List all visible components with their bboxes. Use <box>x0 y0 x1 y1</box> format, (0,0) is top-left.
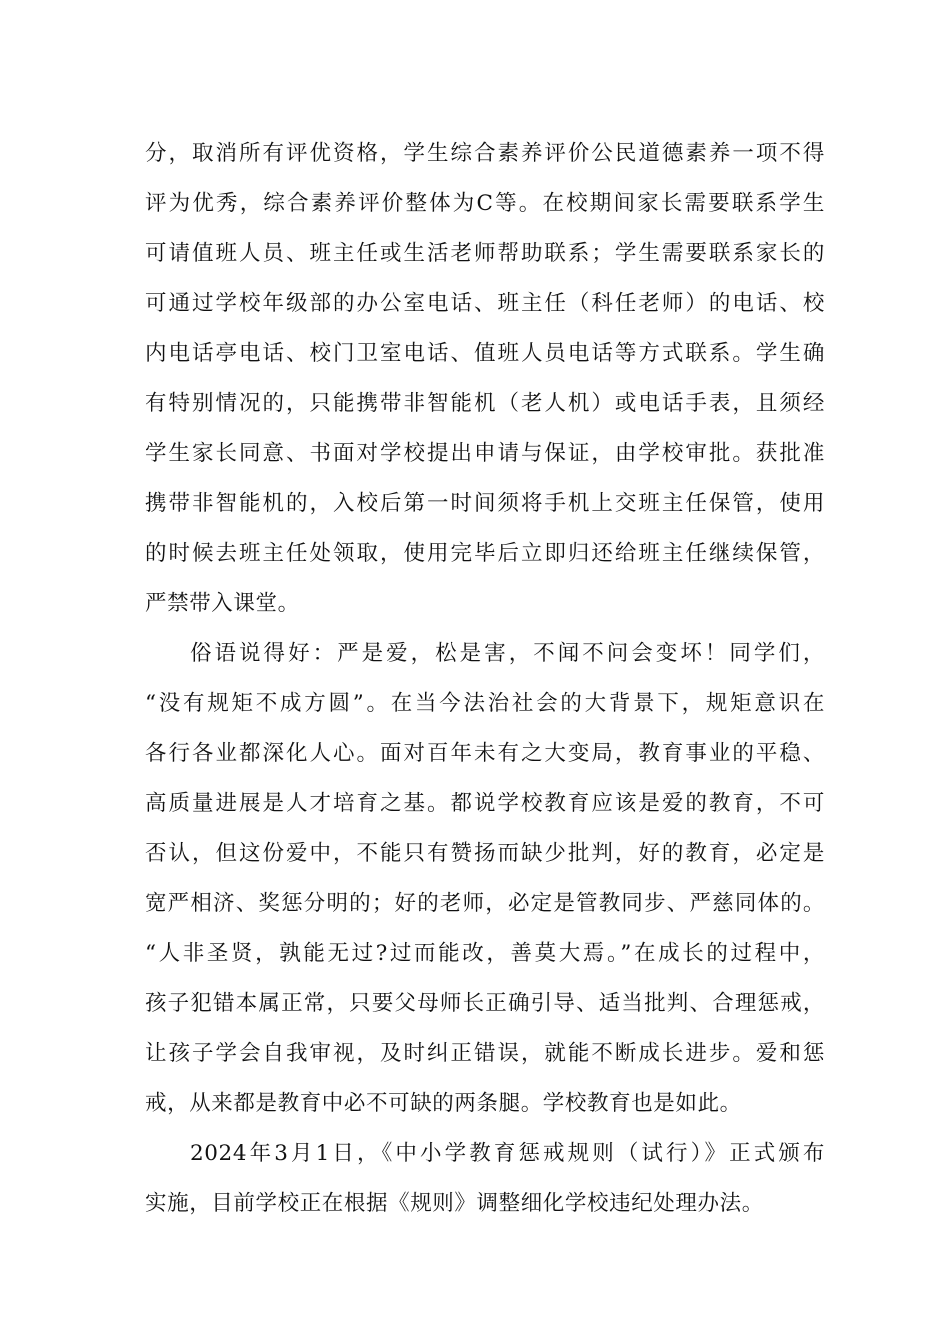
paragraph-1-line-1: 分，取消所有评优资格，学生综合素养评价公民道德素养一项不得 <box>145 141 825 166</box>
paragraph-2-line-3: 各行各业都深化人心。面对百年未有之大变局，教育事业的平稳、 <box>145 741 825 766</box>
paragraph-1-line-10: 严禁带入课堂。 <box>145 591 300 616</box>
paragraph-1-line-6: 有特别情况的，只能携带非智能机（老人机）或电话手表，且须经 <box>145 391 825 416</box>
paragraph-2-line-6: 宽严相济、奖惩分明的；好的老师，必定是管教同步、严慈同体的。 <box>145 891 825 916</box>
paragraph-2-line-5: 否认，但这份爱中，不能只有赞扬而缺少批判，好的教育，必定是 <box>145 841 825 866</box>
paragraph-1-line-9: 的时候去班主任处领取，使用完毕后立即归还给班主任继续保管， <box>145 541 825 566</box>
paragraph-1-line-2: 评为优秀，综合素养评价整体为C等。在校期间家长需要联系学生 <box>145 191 825 216</box>
paragraph-1-line-4: 可通过学校年级部的办公室电话、班主任（科任老师）的电话、校 <box>145 291 825 316</box>
paragraph-1-line-7: 学生家长同意、书面对学校提出申请与保证，由学校审批。获批准 <box>145 441 825 466</box>
paragraph-2-line-1: 俗语说得好：严是爱，松是害，不闻不问会变坏！同学们， <box>190 641 825 666</box>
paragraph-2-line-10: 戒，从来都是教育中必不可缺的两条腿。学校教育也是如此。 <box>145 1091 742 1116</box>
paragraph-2-line-8: 孩子犯错本属正常，只要父母师长正确引导、适当批判、合理惩戒， <box>145 991 825 1016</box>
paragraph-1-line-8: 携带非智能机的，入校后第一时间须将手机上交班主任保管，使用 <box>145 491 825 516</box>
paragraph-1-line-3: 可请值班人员、班主任或生活老师帮助联系；学生需要联系家长的 <box>145 241 825 266</box>
paragraph-2-line-4: 高质量进展是人才培育之基。都说学校教育应该是爱的教育，不可 <box>145 791 825 816</box>
paragraph-2-line-9: 让孩子学会自我审视，及时纠正错误，就能不断成长进步。爱和惩 <box>145 1041 825 1066</box>
paragraph-2-line-7: “人非圣贤，孰能无过?过而能改，善莫大焉。”在成长的过程中， <box>145 941 825 966</box>
paragraph-3-line-1: 2024年3月1日，《中小学教育惩戒规则（试行）》正式颁布 <box>190 1141 825 1166</box>
paragraph-2-line-2: “没有规矩不成方圆”。在当今法治社会的大背景下，规矩意识在 <box>145 691 825 716</box>
paragraph-1-line-5: 内电话亭电话、校门卫室电话、值班人员电话等方式联系。学生确 <box>145 341 825 366</box>
paragraph-3-line-2: 实施，目前学校正在根据《规则》调整细化学校违纪处理办法。 <box>145 1191 764 1216</box>
